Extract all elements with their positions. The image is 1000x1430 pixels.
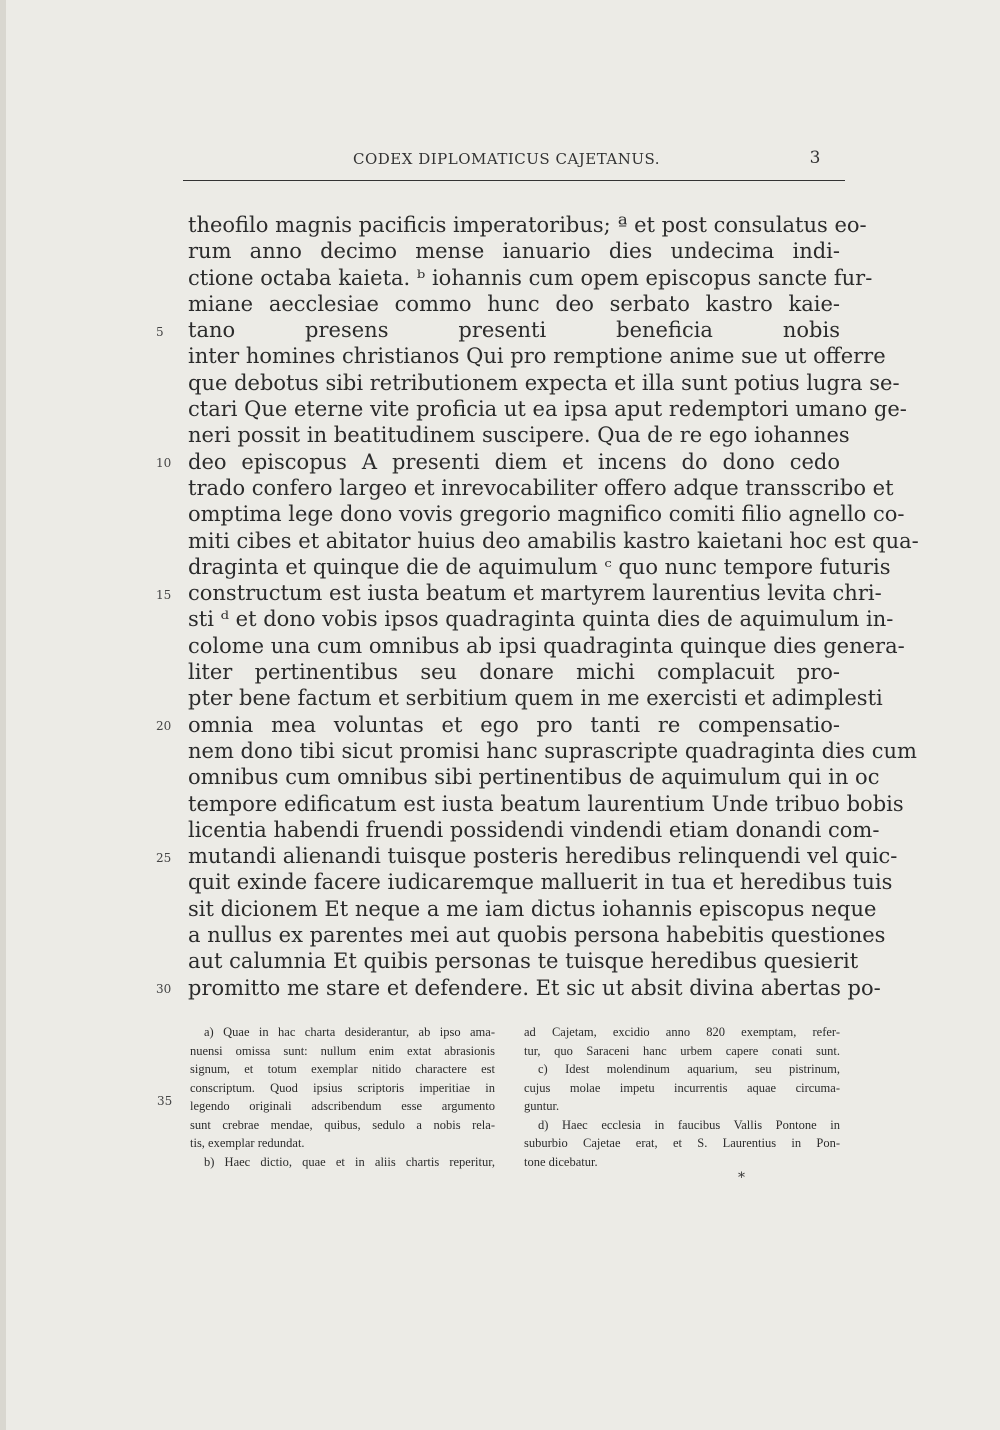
footnote-line: legendo originali adscribendum esse argumento <box>190 1099 495 1113</box>
line-number: 20 <box>156 719 172 733</box>
line-number: 5 <box>156 325 164 339</box>
footnote-line: conscriptum. Quod ipsius scriptoris imperitiae in <box>190 1080 495 1095</box>
text-line: que debotus sibi retributionem expecta et illa sunt potius lugra se- <box>188 370 900 395</box>
footnote-line: tis, exemplar redundat. <box>190 1136 305 1150</box>
text-line: ctione octaba kaieta. ᵇ iohannis cum opem episcopus sancte fur- <box>188 265 873 290</box>
text-line: colome una cum omnibus ab ipsi quadraginta quinque dies genera- <box>188 633 905 658</box>
text-line: sti ᵈ et dono vobis ipsos quadraginta quinta dies de aquimulum in- <box>188 607 894 632</box>
text-line: promitto me stare et defendere. Et sic ut absit divina abertas po- <box>188 975 881 1000</box>
header-rule <box>183 180 845 181</box>
footnote-line: b) Haec dictio, quae et in aliis chartis reperitur, <box>204 1154 495 1169</box>
text-line: tempore edificatum est iusta beatum laurentium Unde tribuo bobis <box>188 791 904 816</box>
line-number: 30 <box>156 982 172 996</box>
charter-text <box>188 212 919 1001</box>
text-line: tano presens presenti beneficia nobis <box>188 318 840 343</box>
text-line: liter pertinentibus seu donare michi complacuit pro- <box>188 660 840 685</box>
footnote-line: a) Quae in hac charta desiderantur, ab ipso ama- <box>204 1025 495 1039</box>
text-line: licentia habendi fruendi possidendi vindendi etiam donandi com- <box>188 817 880 842</box>
footnote-line: ad Cajetam, excidio anno 820 exemptam, refer- <box>524 1025 840 1039</box>
text-line: neri possit in beatitudinem suscipere. Qua de re ego iohannes <box>188 423 850 448</box>
footnotes-left-column <box>190 1023 495 1171</box>
footnote-line: guntur. <box>524 1099 560 1113</box>
footnote-line-number: 35 <box>157 1094 173 1108</box>
text-line: miane aecclesiae commo hunc deo serbato kastro kaie- <box>188 291 840 316</box>
text-line: mutandi alienandi tuisque posteris heredibus relinquendi vel quic- <box>188 844 898 869</box>
text-line: omnibus cum omnibus sibi pertinentibus de aquimulum qui in oc <box>188 765 880 790</box>
page-header <box>183 150 843 178</box>
text-line: rum anno decimo mense ianuario dies undecima indi- <box>188 239 840 264</box>
text-line: constructum est iusta beatum et martyrem laurentius levita chri- <box>188 581 882 606</box>
text-line: pter bene factum et serbitium quem in me exercisti et adimplesti <box>188 686 883 711</box>
text-line: a nullus ex parentes mei aut quobis persona habebitis questiones <box>188 923 886 948</box>
line-number: 25 <box>156 851 172 865</box>
line-number: 15 <box>156 588 172 602</box>
text-line: deo episcopus A presenti diem et incens do dono cedo <box>188 449 840 474</box>
footnote-line: suburbio Cajetae erat, et S. Laurentius in Pon- <box>524 1136 840 1150</box>
footnote-line: signum, et totum exemplar nitido charactere est <box>190 1062 495 1076</box>
line-number: 10 <box>156 456 172 470</box>
text-line: aut calumnia Et quibis personas te tuisque heredibus quesierit <box>188 949 859 974</box>
footnote-line: c) Idest molendinum aquarium, seu pistrinum, <box>538 1062 840 1076</box>
text-line: trado confero largeo et inrevocabiliter offero adque transscribo et <box>188 475 894 500</box>
text-line: quit exinde facere iudicaremque malluerit in tua et heredibus tuis <box>188 870 893 895</box>
footnote-line: sunt crebrae mendae, quibus, sedulo a nobis rela- <box>190 1117 495 1132</box>
page-number: 3 <box>809 148 821 168</box>
footnote-line: nuensi omissa sunt: nullum enim extat abrasionis <box>190 1043 495 1058</box>
text-line: sit dicionem Et neque a me iam dictus iohannis episcopus neque <box>188 896 877 921</box>
text-line: theofilo magnis pacificis imperatoribus; ª et post consulatus eo- <box>188 213 867 237</box>
text-line: omptima lege dono vovis gregorio magnifico comiti filio agnello co- <box>188 502 905 527</box>
footnote-line: cujus molae impetu incurrentis aquae circuma- <box>524 1080 840 1095</box>
footnote-line: tur, quo Saraceni hanc urbem capere conati sunt. <box>524 1043 840 1058</box>
running-title: CODEX DIPLOMATICUS CAJETANUS. <box>353 150 661 168</box>
text-line: ctari Que eterne vite proficia ut ea ipsa aput redemptori umano ge- <box>188 397 907 422</box>
end-asterisk: * <box>738 1170 745 1186</box>
text-line: omnia mea voluntas et ego pro tanti re compensatio- <box>188 712 840 737</box>
text-line: nem dono tibi sicut promisi hanc suprascripte quadraginta dies cum <box>188 738 917 763</box>
footnotes-right-column <box>524 1023 840 1171</box>
text-line: draginta et quinque die de aquimulum ᶜ quo nunc tempore futuris <box>188 554 891 579</box>
page-edge-shadow <box>0 0 6 1430</box>
text-line: miti cibes et abitator huius deo amabilis kastro kaietani hoc est qua- <box>188 528 919 553</box>
footnote-line: tone dicebatur. <box>524 1154 598 1169</box>
footnote-line: d) Haec ecclesia in faucibus Vallis Pontone in <box>538 1117 840 1132</box>
text-line: inter homines christianos Qui pro remptione anime sue ut offerre <box>188 344 886 369</box>
